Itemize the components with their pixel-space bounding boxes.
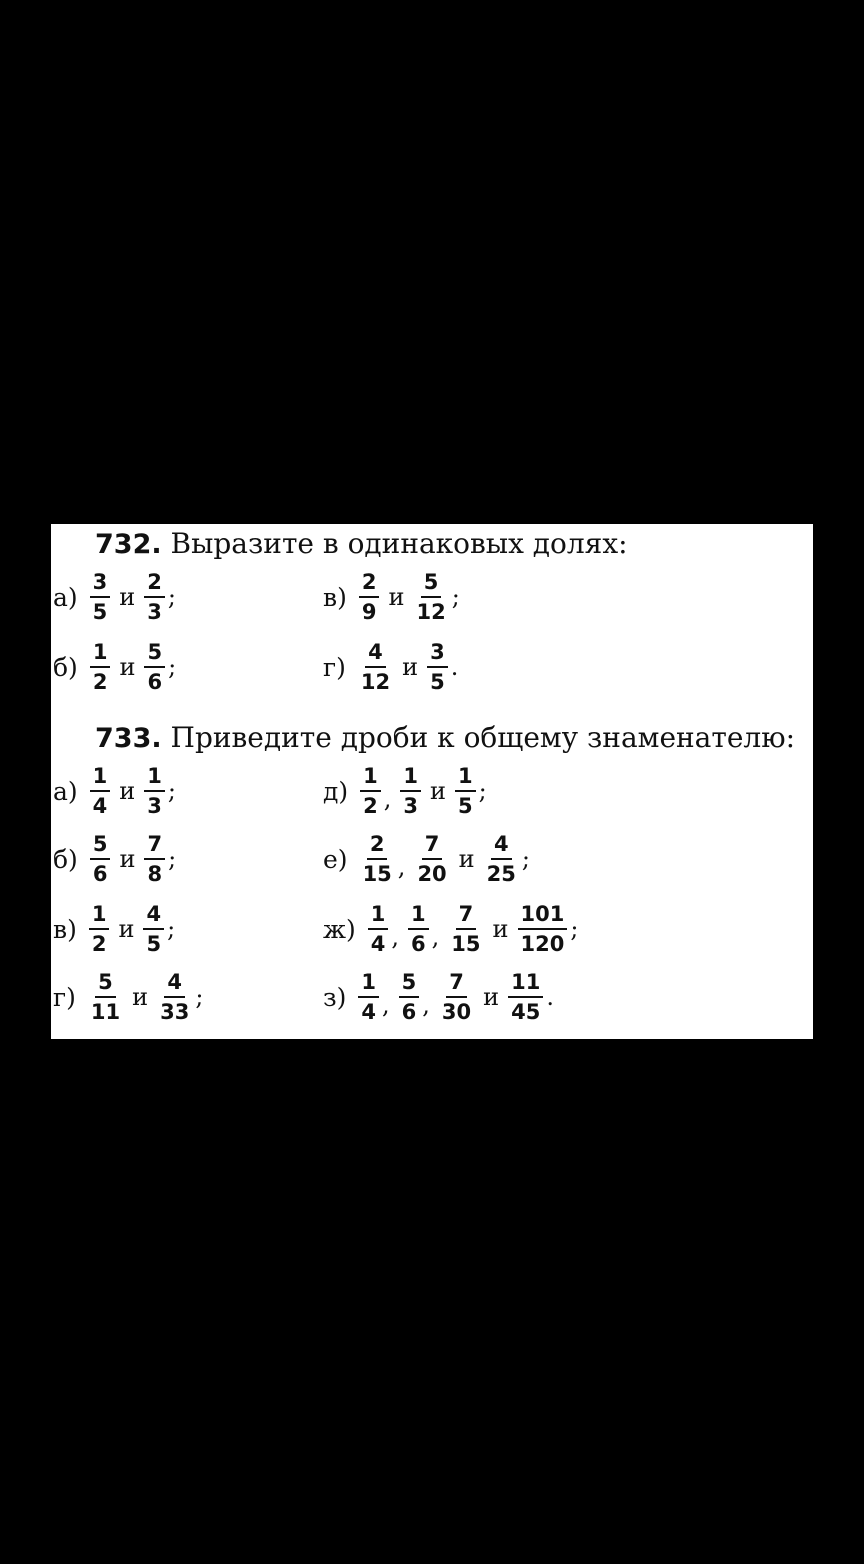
comma-separator: ,: [382, 991, 390, 1019]
numerator: 1: [90, 763, 111, 792]
item-terminator: ;: [451, 583, 460, 611]
comma-separator: ,: [422, 991, 430, 1019]
numerator: 7: [456, 901, 477, 930]
item-terminator: ;: [167, 777, 177, 805]
exercise-item: [323, 634, 458, 700]
denominator: 3: [147, 794, 162, 818]
numerator: 1: [144, 763, 165, 792]
conjunction: и: [402, 653, 419, 681]
item-label: б): [53, 652, 78, 682]
fraction: [414, 831, 449, 888]
numerator: 2: [367, 831, 388, 860]
numerator: 1: [360, 763, 381, 792]
numerator: 5: [421, 569, 442, 598]
item-terminator: ;: [167, 915, 176, 943]
exercise-item: [323, 826, 530, 892]
fraction: [508, 969, 543, 1026]
denominator: 11: [90, 1000, 121, 1024]
fraction: [399, 969, 420, 1026]
comma-separator: ,: [431, 923, 440, 951]
numerator: 4: [365, 639, 386, 668]
denominator: 5: [146, 932, 162, 956]
numerator: 5: [399, 969, 420, 998]
numerator: 101: [518, 901, 568, 930]
conjunction: и: [492, 915, 509, 943]
denominator: 45: [511, 1000, 541, 1024]
item-label: з): [323, 982, 347, 1012]
exercise-number: 732.: [95, 529, 162, 560]
numerator: 4: [164, 969, 185, 998]
fraction: [413, 569, 448, 626]
item-label: д): [323, 776, 349, 806]
denominator: 2: [363, 794, 378, 818]
numerator: 7: [144, 831, 165, 860]
exercise-733-title: [95, 721, 796, 754]
denominator: 12: [360, 670, 391, 694]
denominator: 6: [401, 1000, 417, 1024]
item-terminator: .: [546, 983, 555, 1011]
numerator: 4: [143, 901, 164, 930]
fraction: [90, 831, 111, 888]
conjunction: и: [118, 915, 135, 943]
item-label: е): [323, 844, 348, 874]
fraction: [427, 639, 448, 696]
fraction: [360, 763, 381, 820]
comma-separator: ,: [397, 853, 406, 881]
numerator: 2: [144, 569, 165, 598]
exercise-item: [53, 564, 176, 630]
item-terminator: ;: [167, 583, 177, 611]
exercise-instruction: Выразите в одинаковых долях:: [161, 527, 628, 560]
conjunction: и: [119, 777, 136, 805]
denominator: 120: [520, 932, 565, 956]
numerator: 3: [90, 569, 111, 598]
denominator: 15: [451, 932, 481, 956]
denominator: 6: [411, 932, 426, 956]
exercise-item: [323, 564, 460, 630]
fraction: [408, 901, 429, 958]
item-label: а): [53, 582, 78, 612]
numerator: 7: [422, 831, 443, 860]
denominator: 3: [403, 794, 419, 818]
numerator: 5: [144, 639, 165, 668]
denominator: 5: [458, 794, 473, 818]
denominator: 9: [361, 600, 377, 624]
numerator: 1: [90, 639, 111, 668]
fraction: [90, 763, 111, 820]
numerator: 2: [359, 569, 380, 598]
denominator: 20: [417, 862, 447, 886]
exercise-item: [53, 758, 176, 824]
numerator: 1: [358, 969, 379, 998]
denominator: 12: [416, 600, 446, 624]
numerator: 1: [455, 763, 476, 792]
fraction: [144, 831, 165, 888]
fraction: [358, 969, 379, 1026]
fraction: [455, 763, 476, 820]
exercise-instruction: Приведите дроби к общему знаменателю:: [161, 721, 796, 754]
fraction: [518, 901, 568, 958]
fraction: [360, 831, 395, 888]
fraction: [143, 901, 164, 958]
item-label: ж): [323, 914, 356, 944]
denominator: 6: [147, 670, 163, 694]
fraction: [90, 639, 111, 696]
fraction: [439, 969, 474, 1026]
item-terminator: ;: [168, 845, 177, 873]
exercise-item: [53, 964, 203, 1030]
item-terminator: .: [450, 653, 459, 681]
denominator: 2: [91, 932, 107, 956]
conjunction: и: [388, 583, 405, 611]
fraction: [89, 901, 110, 958]
exercise-item: [53, 634, 176, 700]
item-terminator: ;: [195, 983, 204, 1011]
item-terminator: ;: [168, 653, 177, 681]
denominator: 3: [147, 600, 162, 624]
textbook-page: [51, 524, 813, 1039]
exercise-item: [53, 826, 176, 892]
fraction: [90, 569, 111, 626]
fraction: [144, 763, 165, 820]
conjunction: и: [483, 983, 500, 1011]
fraction: [157, 969, 192, 1026]
fraction: [358, 639, 393, 696]
fraction: [400, 763, 421, 820]
conjunction: и: [458, 845, 475, 873]
denominator: 15: [362, 862, 392, 886]
denominator: 5: [92, 600, 108, 624]
exercise-item: [323, 964, 554, 1030]
numerator: 4: [491, 831, 512, 860]
numerator: 5: [90, 831, 111, 860]
fraction: [88, 969, 123, 1026]
numerator: 5: [95, 969, 116, 998]
fraction: [448, 901, 483, 958]
exercise-number: 733.: [95, 723, 162, 754]
denominator: 33: [160, 1000, 190, 1024]
denominator: 4: [92, 794, 108, 818]
item-label: в): [323, 582, 347, 612]
denominator: 30: [441, 1000, 472, 1024]
conjunction: и: [119, 845, 136, 873]
numerator: 1: [408, 901, 429, 930]
item-label: г): [323, 652, 346, 682]
conjunction: и: [119, 653, 136, 681]
fraction: [144, 639, 165, 696]
numerator: 1: [400, 763, 421, 792]
exercise-item: [323, 896, 578, 962]
numerator: 1: [368, 901, 389, 930]
item-terminator: ;: [521, 845, 530, 873]
item-terminator: ;: [570, 915, 579, 943]
fraction: [144, 569, 165, 626]
denominator: 8: [147, 862, 163, 886]
denominator: 25: [486, 862, 516, 886]
numerator: 3: [427, 639, 448, 668]
fraction: [359, 569, 380, 626]
conjunction: и: [119, 583, 136, 611]
exercise-732-title: [95, 527, 628, 560]
numerator: 1: [89, 901, 110, 930]
item-label: а): [53, 776, 78, 806]
conjunction: и: [430, 777, 447, 805]
numerator: 7: [446, 969, 467, 998]
exercise-item: [53, 896, 175, 962]
exercise-item: [323, 758, 487, 824]
denominator: 5: [430, 670, 445, 694]
numerator: 11: [508, 969, 543, 998]
fraction: [484, 831, 519, 888]
comma-separator: ,: [383, 785, 392, 813]
denominator: 4: [370, 932, 386, 956]
item-label: в): [53, 914, 77, 944]
denominator: 4: [361, 1000, 377, 1024]
item-terminator: ;: [478, 777, 487, 805]
item-label: г): [53, 982, 76, 1012]
item-label: б): [53, 844, 78, 874]
conjunction: и: [132, 983, 149, 1011]
fraction: [368, 901, 389, 958]
comma-separator: ,: [391, 923, 400, 951]
denominator: 6: [92, 862, 108, 886]
denominator: 2: [92, 670, 108, 694]
